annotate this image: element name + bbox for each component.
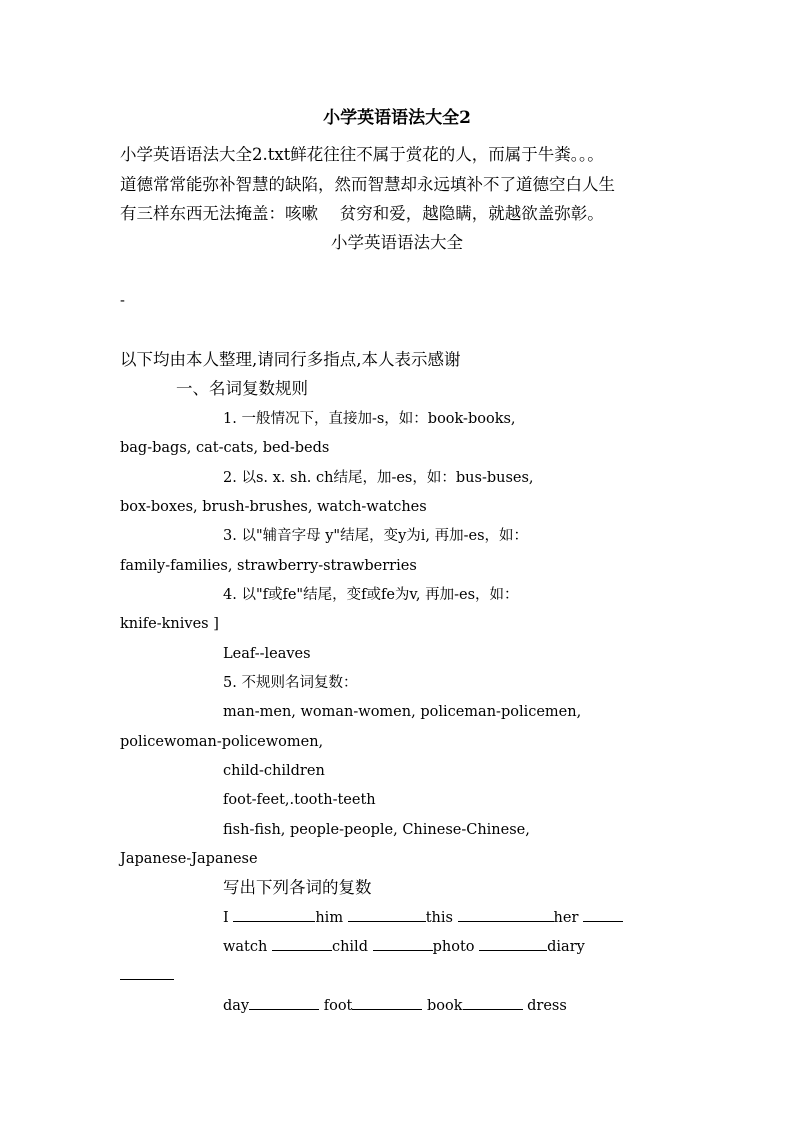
exercise-word: dress (527, 998, 567, 1014)
exercise-word: photo (432, 939, 475, 955)
answer-blank[interactable] (249, 996, 319, 1010)
answer-blank[interactable] (272, 937, 332, 951)
rule-3-line-b: family-families, strawberry-strawberries (120, 558, 417, 574)
answer-blank[interactable] (120, 966, 174, 980)
exercise-word: I (223, 910, 229, 926)
rule-4-line-c: Leaf--leaves (223, 646, 311, 662)
exercise-word: child (331, 939, 368, 955)
rule-5-line-a: man-men, woman-women, policeman-policemen, (223, 704, 582, 720)
rule-1-line-b: bag-bags, cat-cats, bed-beds (120, 440, 330, 456)
rule-2-line-a: 2. 以s. x. sh. ch结尾，加-es，如：bus-buses, (223, 470, 534, 486)
intro-line-2: 道德常常能弥补智慧的缺陷，然而智慧却永远填补不了道德空白人生 (120, 175, 615, 194)
rule-2-line-b: box-boxes, brush-brushes, watch-watches (120, 499, 427, 515)
exercise-word: watch (223, 939, 268, 955)
rule-3-line-a: 3. 以"辅音字母 y"结尾，变y为i, 再加-es，如： (223, 528, 529, 544)
answer-blank[interactable] (458, 908, 554, 922)
intro-line-3: 有三样东西无法掩盖：咳嗽 贫穷和爱，越隐瞒，就越欲盖弥彰。 (120, 204, 604, 223)
rule-5-line-b: policewoman-policewomen, (120, 734, 324, 750)
rule-5-line-f: Japanese-Japanese (120, 851, 258, 867)
preface-text: 以下均由本人整理,请同行多指点,本人表示感谢 (120, 350, 461, 369)
exercise-word: her (553, 910, 579, 926)
exercise-row-3 (223, 994, 567, 1018)
rule-5-heading: 5. 不规则名词复数： (223, 675, 358, 691)
rule-5-line-c: child-children (223, 763, 325, 779)
exercise-heading: 写出下列各词的复数 (223, 878, 372, 897)
dash-line: - (120, 293, 125, 309)
exercise-row-1 (223, 906, 623, 930)
rule-1-line-a: 1. 一般情况下，直接加-s，如：book-books, (223, 411, 516, 427)
exercise-word: book (427, 998, 463, 1014)
rule-5-line-d: foot-feet,.tooth-teeth (223, 792, 376, 808)
answer-blank[interactable] (479, 937, 547, 951)
exercise-word: him (315, 910, 344, 926)
answer-blank[interactable] (348, 908, 426, 922)
rule-4-line-b: knife-knives ] (120, 616, 219, 632)
intro-subtitle: 小学英语语法大全 (331, 233, 463, 252)
exercise-word: day (223, 998, 250, 1014)
exercise-row-2 (223, 935, 585, 959)
exercise-row-2-continuation (120, 964, 174, 988)
document-title: 小学英语语法大全2 (323, 108, 471, 128)
exercise-word: this (425, 910, 453, 926)
answer-blank[interactable] (373, 937, 433, 951)
section-heading-noun-plurals: 一、名词复数规则 (176, 379, 308, 398)
rule-5-line-e: fish-fish, people-people, Chinese-Chinese, (223, 822, 530, 838)
answer-blank[interactable] (352, 996, 422, 1010)
rule-4-line-a: 4. 以"f或fe"结尾，变f或fe为v, 再加-es，如： (223, 587, 519, 603)
intro-line-1: 小学英语语法大全2.txt鲜花往往不属于赏花的人，而属于牛粪。。。 (120, 145, 604, 164)
answer-blank[interactable] (583, 908, 623, 922)
exercise-word: diary (547, 939, 585, 955)
answer-blank[interactable] (463, 996, 523, 1010)
exercise-word: foot (323, 998, 353, 1014)
answer-blank[interactable] (233, 908, 315, 922)
